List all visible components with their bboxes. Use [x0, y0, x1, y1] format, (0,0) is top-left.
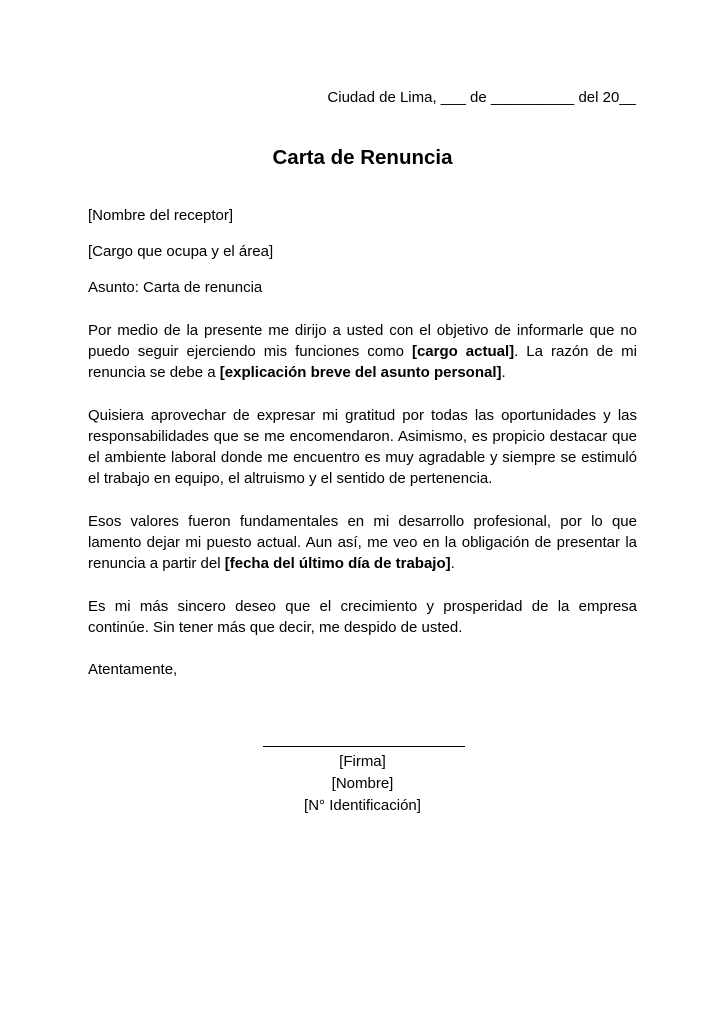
reason-placeholder: [explicación breve del asunto personal]: [219, 364, 502, 381]
subject-line: Asunto: Carta de renuncia: [88, 279, 263, 296]
paragraph-intro-text-2: . La razón de mi renuncia se debe a: [88, 343, 637, 381]
signature-nombre: [Nombre]: [331, 775, 394, 792]
signature-line: [263, 746, 465, 747]
recipient-position: [Cargo que ocupa y el área]: [88, 243, 274, 260]
paragraph-values-text-2: .: [450, 555, 455, 572]
last-day-placeholder: [fecha del último día de trabajo]: [224, 555, 451, 572]
signature-firma: [Firma]: [339, 753, 386, 770]
recipient-name: [Nombre del receptor]: [88, 207, 234, 224]
signature-identificacion: [N° Identificación]: [304, 797, 421, 814]
letter-title: Carta de Renuncia: [272, 146, 453, 169]
paragraph-intro: [88, 320, 637, 383]
paragraph-gratitude: Quisiera aprovechar de expresar mi gratitud por todas las oportunidades y las responsabilidades que se me encomendaron. Asimismo, es propicio destacar que el ambiente laboral donde me encuentro es muy agradable y siempre se estimuló el trabajo en equipo, el altruismo y el sentido de pertenencia.: [88, 407, 637, 487]
paragraph-values: [88, 511, 637, 574]
paragraph-intro-text: Por medio de la presente me dirijo a usted con el objetivo de informarle que no puedo seguir ejerciendo mis funciones como: [88, 322, 637, 360]
date-line: Ciudad de Lima, ___ de __________ del 20__: [327, 89, 636, 106]
closing: Atentamente,: [88, 661, 178, 678]
paragraph-values-text: Esos valores fueron fundamentales en mi desarrollo profesional, por lo que lamento dejar mi puesto actual. Aun así, me veo en la obligación de presentar la renuncia a partir del: [88, 513, 637, 572]
paragraph-farewell: Es mi más sincero deseo que el crecimiento y prosperidad de la empresa continúe. Sin tener más que decir, me despido de usted.: [88, 598, 637, 636]
paragraph-intro-text-3: .: [501, 364, 506, 381]
current-position-placeholder: [cargo actual]: [411, 343, 515, 360]
